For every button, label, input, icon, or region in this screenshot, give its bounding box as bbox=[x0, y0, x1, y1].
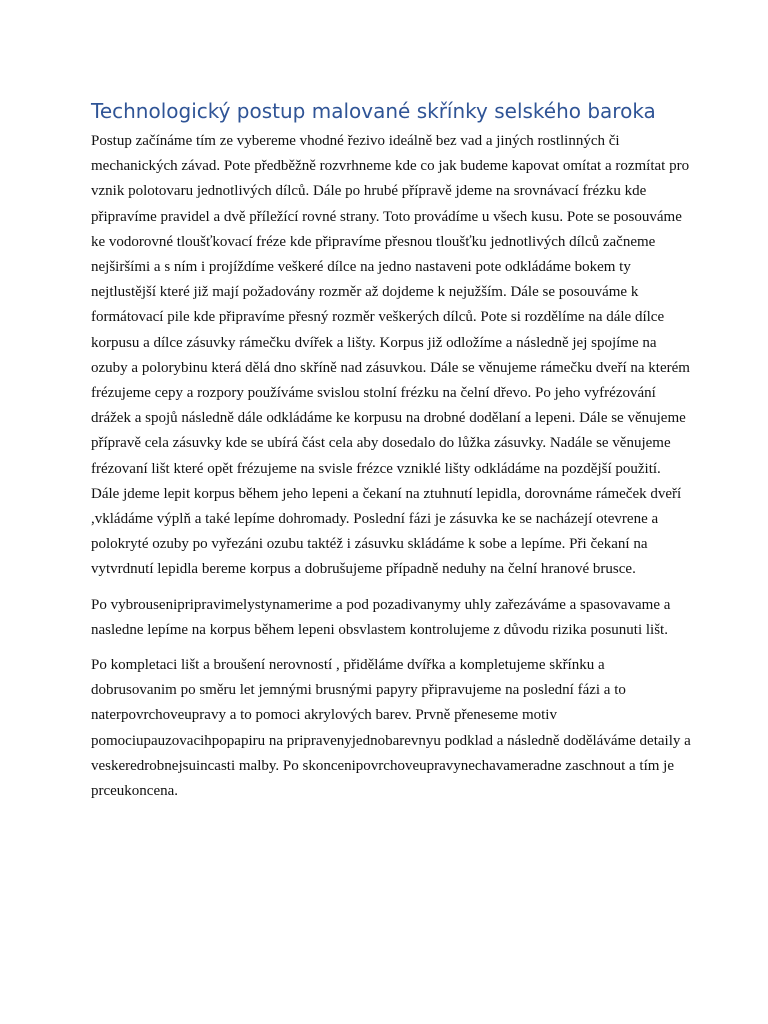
paragraph-lists-fitting: Po vybrousenipripravimelystynamerime a pod pozadivanymy uhly zařezáváme a spasovavame a nasledne lepíme na korpus během lepeni obsvlastem kontrolujeme z důvodu rizika posunuti lišt. bbox=[91, 596, 671, 638]
paragraph-production-steps: Postup začínáme tím ze vybereme vhodné řezivo ideálně bez vad a jiných rostlinných či mechanických závad. Pote předběžně rozvrhneme kde co jak budeme kapovat omítat a rozmítat pro vznik polotovaru jednotlivých dílců. Dále po hrubé přípravě jdeme na srovnávací frézku kde připravíme pravidel a dvě příležící rovné strany. Toto provádíme u všech kusu. Pote se posouváme ke vodorovné tloušťkovací fréze kde připravíme přesnou tloušťku jednotlivých dílců začneme nejširšími a s ním i projíždíme veškeré dílce na jedno nastaveni pote odkládáme bokem ty nejtlustější které již mají požadovány rozměr až dojdeme k nejužším. Dále se posouváme k formátovací pile kde připravíme přesný rozměr veškerých dílců. Pote si rozdělíme na dále dílce korpusu a dílce zásuvky rámečku dvířek a lišty. Korpus již odložíme a následně jej spojíme na ozuby a polorybinu která dělá dno skříně nad zásuvkou. Dále se věnujeme rámečku dveří na kterém frézujeme cepy a rozpory používáme svislou stolní frézku na čelní dřevo. Po jeho vyfrézování drážek a spojů následně dále odkládáme ke korpusu na drobné dodělaní a lepeni. Dále se věnujeme přípravě cela zásuvky kde se ubírá část cela aby dosedalo do lůžka zásuvky. Nadále se věnujeme frézovaní lišt které opět frézujeme na svisle frézce vzniklé lišty odkládáme na pozdější použití. Dále jdeme lepit korpus během jeho lepeni a čekaní na ztuhnutí lepidla, dorovnáme rámeček dveří ,vkládáme výplň a také lepíme dohromady. Poslední fázi je zásuvka ke se nacházejí otevrene a polokryté ozuby po vyřezáni ozubu taktéž i zásuvku skládáme k sobe a lepíme. Při čekaní na vytvrdnutí lepidla bereme korpus a dobrušujeme případně neduhy na čelní hranové brusce. bbox=[91, 133, 690, 578]
document-page bbox=[91, 96, 691, 814]
document-title: Technologický postup malované skřínky selského baroka bbox=[91, 99, 656, 123]
paragraph-finishing: Po kompletaci lišt a broušení nerovností , přiděláme dvířka a kompletujeme skřínku a dobrusovanim po směru let jemnými brusnými papyry připravujeme na poslední fázi a to naterpovrchoveupravy a to pomoci akrylových barev. Prvně přeneseme motiv pomociupauzovacihpopapiru na pripravenyjednobarevnyu podklad a následně doděláváme detaily a veskeredrobnejsuincasti malby. Po skoncenipovrchoveupravynechavameradne zaschnout a tím je prceukoncena. bbox=[91, 657, 691, 800]
